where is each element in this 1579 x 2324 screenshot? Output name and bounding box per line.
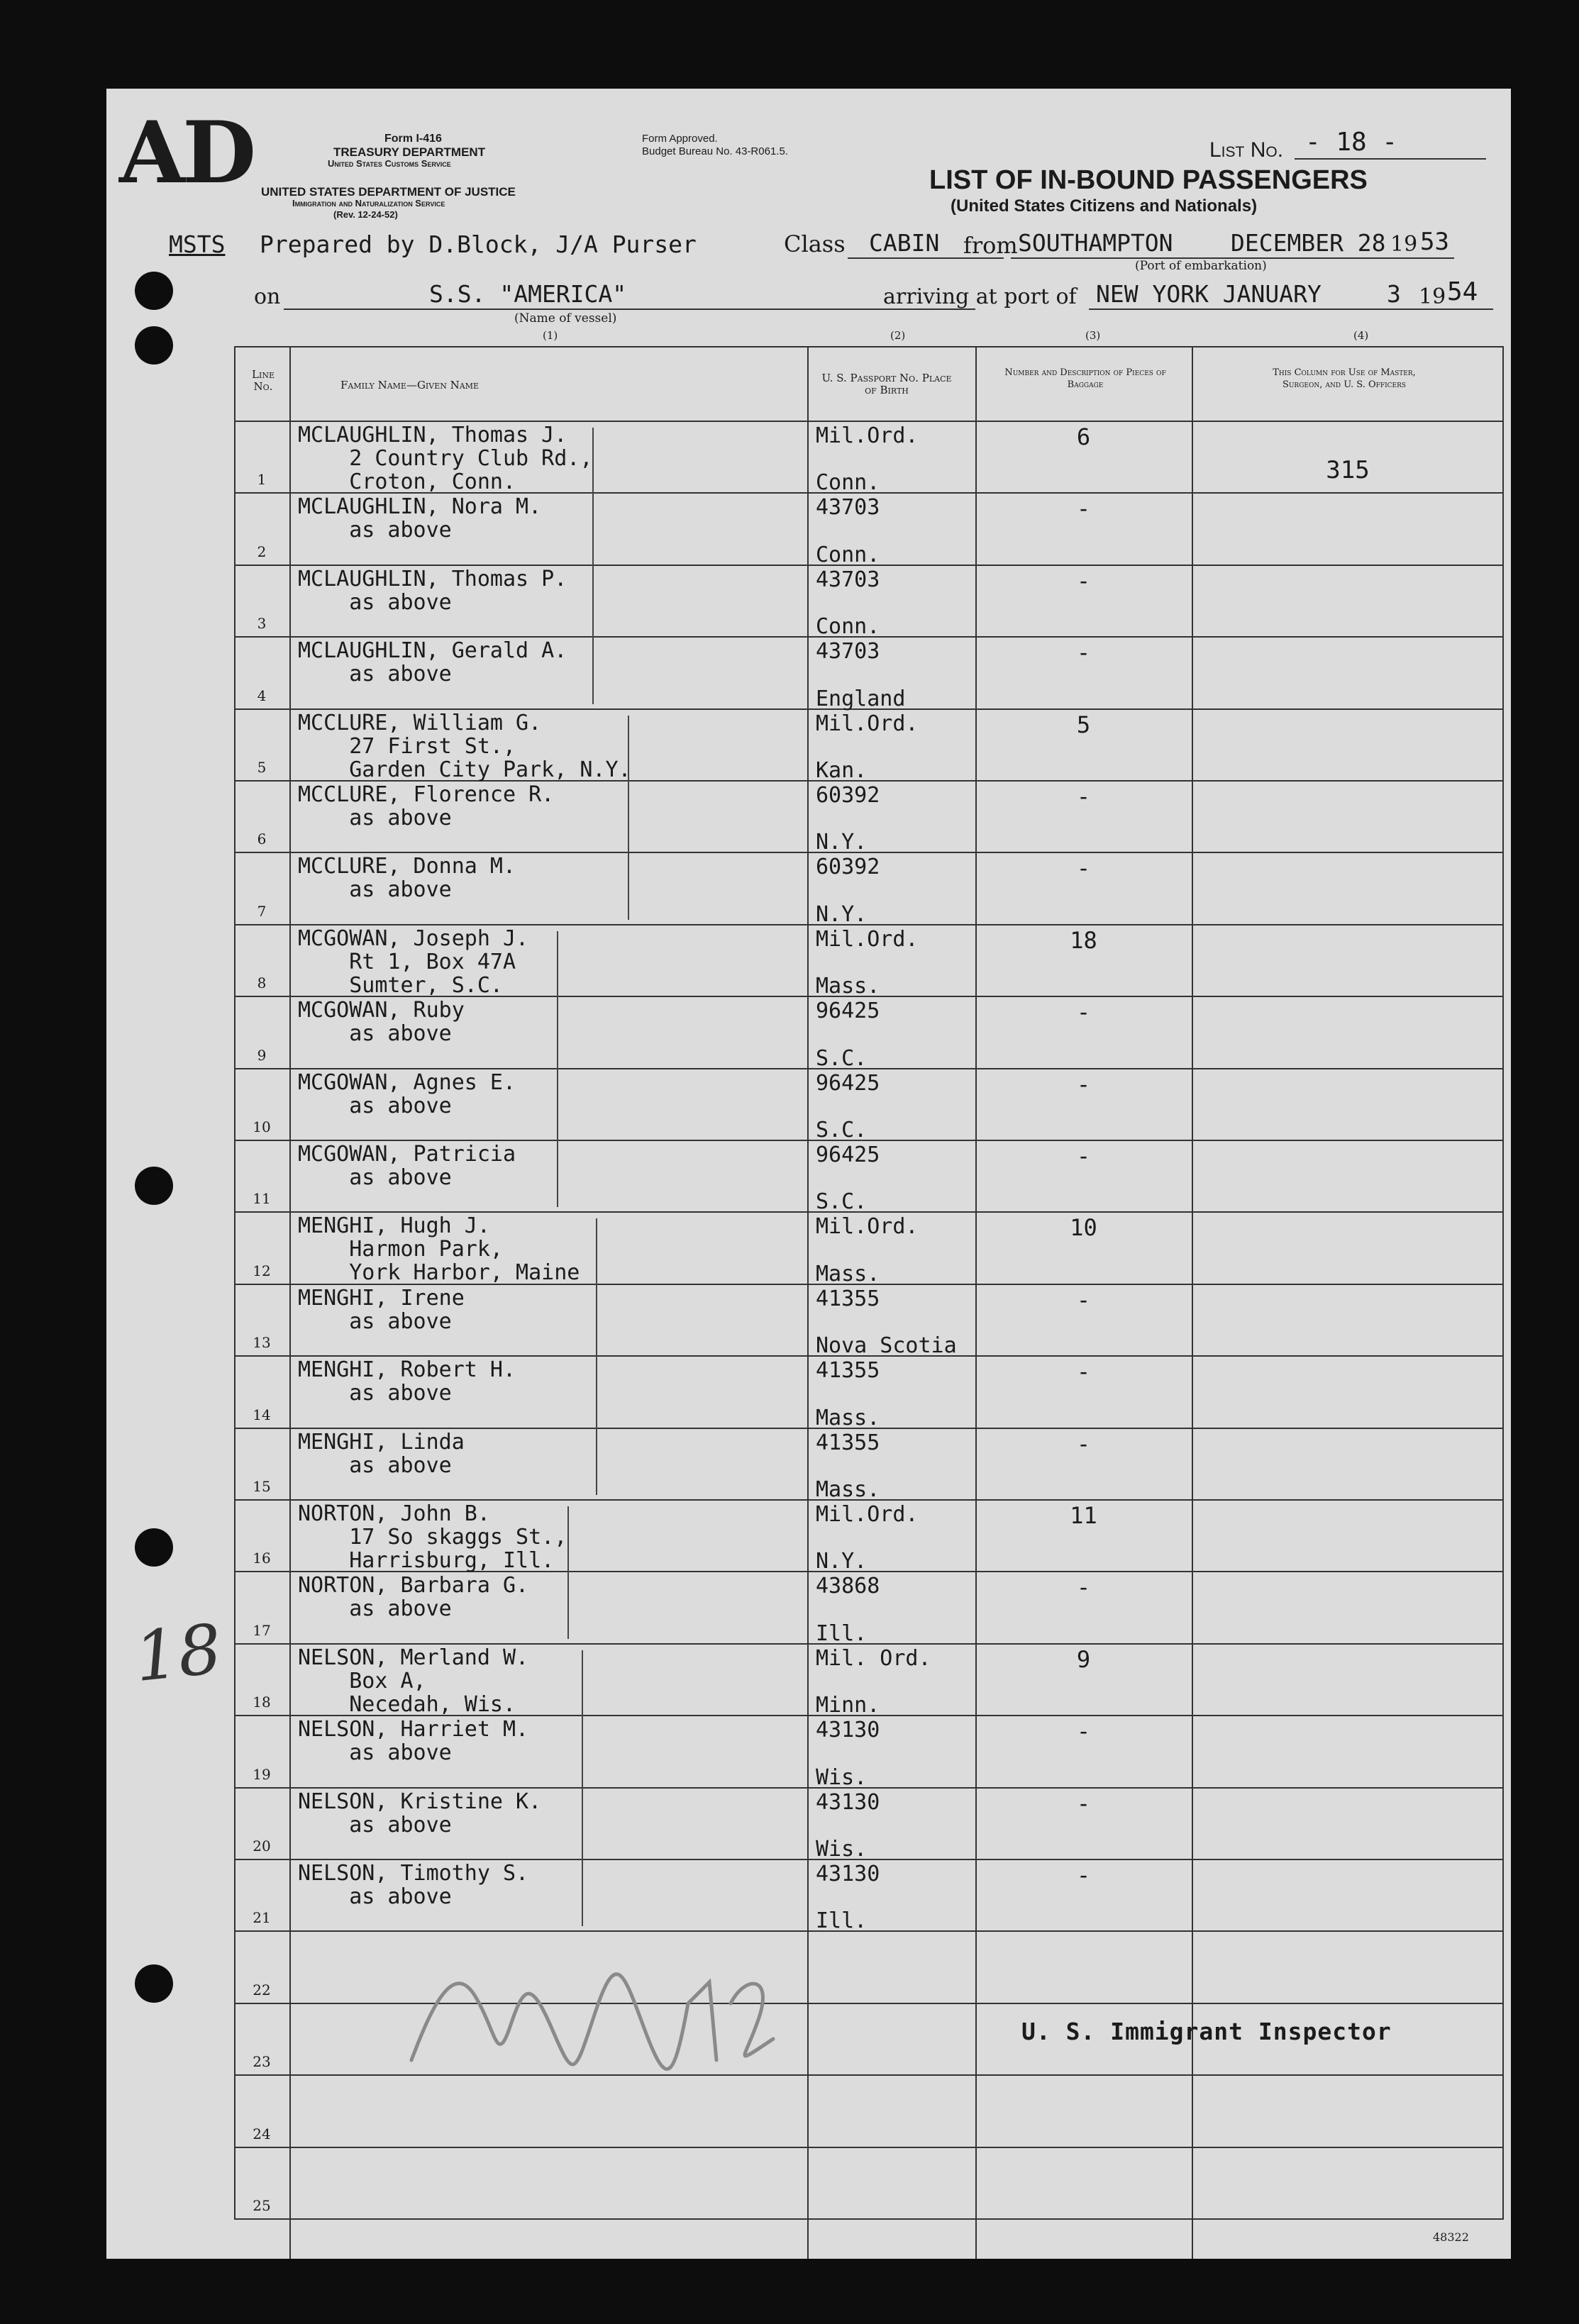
line-number: 7 [257, 902, 267, 920]
passport-number: 60392 [816, 855, 880, 880]
manifest-sheet [106, 89, 1511, 2259]
vessel-underline [284, 308, 975, 310]
passport-number: 43130 [816, 1718, 880, 1743]
passenger-name [298, 1071, 787, 1118]
address-line: as above [298, 518, 452, 543]
table-row [234, 853, 1504, 925]
msts-label: MSTS [169, 230, 226, 258]
table-row [234, 997, 1504, 1069]
family-given-name: MCCLURE, William G. [298, 710, 542, 735]
passport-number: 41355 [816, 1430, 880, 1455]
passport-number: Mil.Ord. [816, 711, 919, 736]
margin-handwritten-18: 18 [131, 1608, 226, 1698]
family-given-name: MCLAUGHLIN, Nora M. [298, 494, 542, 520]
passport-number: Mil.Ord. [816, 423, 919, 448]
baggage-count: - [1076, 1574, 1091, 1601]
family-group-bracket [567, 1506, 569, 1639]
vessel-caption: (Name of vessel) [514, 311, 617, 326]
line-number: 2 [257, 543, 267, 560]
line-number: 19 [253, 1765, 271, 1783]
address-line: Croton, Conn. [298, 469, 516, 494]
line-number: 11 [253, 1190, 271, 1208]
place-of-birth: Wis. [816, 1764, 868, 1790]
table-row [234, 782, 1504, 853]
line-number: 1 [257, 471, 267, 489]
place-of-birth: Nova Scotia [816, 1333, 957, 1359]
place-of-birth: Minn. [816, 1693, 880, 1718]
passport-number: 96425 [816, 999, 880, 1024]
arriving-label: arriving at port of [883, 284, 1077, 309]
passenger-name [298, 1646, 787, 1716]
table-row [234, 1213, 1504, 1284]
manifest-title: LIST OF IN-BOUND PASSENGERS [929, 165, 1368, 195]
line-number: 16 [253, 1550, 271, 1567]
line-number: 18 [253, 1694, 271, 1711]
address-line: Rt 1, Box 47A [298, 949, 516, 974]
treasury-label: TREASURY DEPARTMENT [333, 145, 486, 159]
from-label: from [963, 232, 1018, 259]
table-row [234, 494, 1504, 565]
family-given-name: NELSON, Merland W. [298, 1645, 529, 1670]
family-group-bracket [596, 1218, 597, 1495]
customs-label: United States Customs Service [328, 158, 451, 169]
place-of-birth: N.Y. [816, 830, 868, 855]
passport-number: Mil. Ord. [816, 1645, 931, 1671]
passenger-name [298, 1718, 787, 1764]
family-given-name: MCCLURE, Florence R. [298, 782, 555, 807]
address-line: Necedah, Wis. [298, 1691, 516, 1717]
justice-label: UNITED STATES DEPARTMENT OF JUSTICE [261, 185, 516, 199]
place-of-birth: Mass. [816, 974, 880, 999]
family-given-name: MCGOWAN, Patricia [298, 1142, 516, 1167]
address-line: as above [298, 1452, 452, 1478]
place-of-birth: S.C. [816, 1045, 868, 1071]
baggage-count: - [1076, 783, 1091, 810]
table-row [234, 1141, 1504, 1213]
punch-hole [135, 1964, 173, 2003]
col-header-name: Family Name—Given Name [340, 379, 480, 391]
baggage-count: - [1076, 855, 1091, 882]
prepared-by: Prepared by D.Block, J/A Purser [260, 230, 697, 258]
arrival-day: 3 [1387, 280, 1401, 308]
table-row [234, 566, 1504, 638]
form-approved: Form Approved. [642, 133, 718, 145]
manifest-subtitle: (United States Citizens and Nationals) [951, 196, 1258, 216]
passenger-name [298, 1214, 787, 1284]
passport-number: 43703 [816, 639, 880, 665]
port-embarkation-caption: (Port of embarkation) [1135, 259, 1267, 273]
baggage-count: - [1076, 639, 1091, 667]
passport-number: 43130 [816, 1862, 880, 1886]
passenger-name [298, 1574, 787, 1620]
family-given-name: MENGHI, Irene [298, 1285, 465, 1311]
arrival-year: 54 [1447, 277, 1478, 306]
family-given-name: MENGHI, Linda [298, 1429, 465, 1455]
baggage-count: 9 [1076, 1645, 1091, 1673]
line-number: 6 [257, 830, 267, 848]
passport-number: 41355 [816, 1358, 880, 1384]
line-number: 14 [253, 1406, 271, 1423]
place-of-birth: Conn. [816, 614, 880, 640]
place-of-birth: Ill. [816, 1620, 868, 1646]
family-group-bracket [628, 716, 629, 920]
address-line: as above [298, 1308, 452, 1334]
passenger-name [298, 711, 787, 782]
col-number-1: (1) [543, 329, 558, 342]
punch-hole [135, 326, 173, 365]
passenger-name [298, 639, 787, 686]
address-line: Harmon Park, [298, 1237, 503, 1262]
baggage-count: - [1076, 1718, 1091, 1745]
passenger-name [298, 495, 787, 542]
table-row [234, 1357, 1504, 1428]
baggage-count: - [1076, 495, 1091, 523]
line-number: 9 [257, 1046, 267, 1064]
ad-stamp: AD [119, 103, 254, 203]
family-given-name: MENGHI, Hugh J. [298, 1213, 490, 1239]
family-group-bracket [582, 1650, 583, 1927]
place-of-birth: Ill. [816, 1908, 868, 1934]
table-row [234, 2148, 1504, 2220]
passenger-name [298, 567, 787, 614]
address-line: as above [298, 1381, 452, 1406]
family-given-name: MCCLURE, Donna M. [298, 854, 516, 879]
baggage-count: - [1076, 1430, 1091, 1457]
place-of-birth: Kan. [816, 757, 868, 783]
address-line: as above [298, 806, 452, 830]
passenger-name [298, 999, 787, 1045]
baggage-count: - [1076, 1286, 1091, 1313]
address-line: as above [298, 662, 452, 687]
family-given-name: MCGOWAN, Joseph J. [298, 925, 529, 951]
ins-label: Immigration and Naturalization Service [292, 198, 445, 209]
line-number: 17 [253, 1621, 271, 1639]
place-of-birth: N.Y. [816, 901, 868, 927]
baggage-count: - [1076, 1789, 1091, 1817]
passenger-name [298, 783, 787, 830]
address-line: as above [298, 589, 452, 615]
inspector-stamp: U. S. Immigrant Inspector [1021, 2018, 1392, 2045]
line-number: 15 [253, 1477, 271, 1495]
family-given-name: NELSON, Timothy S. [298, 1861, 529, 1886]
baggage-count: 6 [1076, 423, 1091, 450]
baggage-count: 10 [1070, 1214, 1097, 1242]
address-line: Sumter, S.C. [298, 972, 503, 998]
class-value: CABIN [869, 229, 940, 257]
list-underline [1295, 158, 1486, 160]
address-line: Garden City Park, N.Y. [298, 757, 631, 782]
form-footer-code: 48322 [1433, 2230, 1469, 2244]
embarkation-date: DECEMBER 28 [1231, 229, 1386, 257]
class-label: Class [784, 230, 846, 257]
baggage-count: - [1076, 1358, 1091, 1386]
place-of-birth: Conn. [816, 542, 880, 567]
address-line: 17 So skaggs St., [298, 1525, 567, 1550]
line-number: 21 [253, 1909, 271, 1927]
address-line: as above [298, 877, 452, 903]
passport-number: 41355 [816, 1286, 880, 1311]
baggage-count: - [1076, 1142, 1091, 1169]
passenger-name [298, 1286, 787, 1333]
line-number: 13 [253, 1334, 271, 1352]
baggage-count: 11 [1070, 1502, 1097, 1529]
place-of-birth: S.C. [816, 1117, 868, 1142]
family-given-name: NELSON, Kristine K. [298, 1789, 542, 1814]
table-row [234, 1789, 1504, 1860]
passport-number: 43703 [816, 567, 880, 592]
line-number: 5 [257, 758, 267, 776]
family-given-name: MCGOWAN, Agnes E. [298, 1069, 516, 1095]
col-header-passport: U. S. Passport No. Place of Birth [821, 372, 952, 396]
line-number: 10 [253, 1118, 271, 1135]
line-number: 20 [253, 1837, 271, 1855]
budget-bureau: Budget Bureau No. 43-R061.5. [642, 145, 788, 157]
punch-hole [135, 1528, 173, 1567]
passenger-name [298, 1790, 787, 1837]
passport-number: Mil.Ord. [816, 1502, 919, 1527]
year-prefix-from: 19 [1390, 232, 1418, 257]
table-row [234, 422, 1504, 494]
line-number: 8 [257, 974, 267, 992]
embarkation-year: 53 [1420, 228, 1449, 256]
passenger-name [298, 423, 787, 494]
on-label: on [254, 284, 281, 309]
col-header-use: This Column for Use of Master, Surgeon, and U. S. Officers [1273, 367, 1416, 390]
place-of-birth: S.C. [816, 1189, 868, 1215]
punch-hole [135, 1167, 173, 1205]
address-line: as above [298, 1165, 452, 1190]
place-of-birth: Conn. [816, 470, 880, 496]
family-group-bracket [592, 428, 594, 704]
col-header-line-no: Line No. [252, 368, 275, 393]
address-line: York Harbor, Maine [298, 1260, 580, 1286]
family-given-name: MCLAUGHLIN, Gerald A. [298, 638, 567, 664]
passport-number: 43868 [816, 1574, 880, 1599]
line-number: 3 [257, 615, 267, 633]
passenger-name [298, 927, 787, 997]
passport-number: 96425 [816, 1070, 880, 1096]
punch-hole [135, 272, 173, 310]
inspector-signature [390, 1918, 887, 2103]
baggage-count: 5 [1076, 711, 1091, 738]
family-given-name: MCLAUGHLIN, Thomas P. [298, 566, 567, 591]
passport-number: 60392 [816, 783, 880, 808]
address-line: as above [298, 1093, 452, 1118]
family-given-name: NORTON, Barbara G. [298, 1573, 529, 1599]
passport-number: 96425 [816, 1142, 880, 1167]
place-of-birth: Mass. [816, 1405, 880, 1430]
officer-notes: 315 [1326, 456, 1370, 484]
col-number-3: (3) [1085, 329, 1101, 342]
passenger-name [298, 1358, 787, 1405]
vessel-name: S.S. "AMERICA" [429, 280, 627, 308]
passenger-name [298, 855, 787, 901]
address-line: 2 Country Club Rd., [298, 446, 593, 471]
place-of-birth: N.Y. [816, 1549, 868, 1574]
family-given-name: MCGOWAN, Ruby [298, 998, 465, 1023]
place-of-birth: Mass. [816, 1477, 880, 1502]
address-line: as above [298, 1812, 452, 1837]
passport-number: Mil.Ord. [816, 1214, 919, 1240]
arrival-underline [1089, 308, 1493, 310]
list-label: List No. [1209, 138, 1284, 162]
address-line: as above [298, 1740, 452, 1766]
family-given-name: NELSON, Harriet M. [298, 1717, 529, 1742]
table-row [234, 710, 1504, 782]
col-header-baggage: Number and Description of Pieces of Baggage [1004, 367, 1166, 390]
table-row [234, 1069, 1504, 1141]
address-line: as above [298, 1021, 452, 1047]
passport-number: Mil.Ord. [816, 926, 919, 952]
col-number-4: (4) [1353, 329, 1369, 342]
embarkation-port: SOUTHAMPTON [1018, 229, 1173, 257]
baggage-count: - [1076, 1862, 1091, 1889]
place-of-birth: Wis. [816, 1836, 868, 1862]
baggage-count: 18 [1070, 926, 1097, 954]
table-row [234, 925, 1504, 997]
revision-label: (Rev. 12-24-52) [333, 209, 398, 220]
address-line: 27 First St., [298, 733, 516, 759]
address-line: as above [298, 1884, 452, 1909]
line-number: 22 [253, 1981, 271, 1998]
arrival-port-date: NEW YORK JANUARY [1096, 280, 1322, 308]
address-line: Harrisburg, Ill. [298, 1548, 555, 1573]
family-given-name: MENGHI, Robert H. [298, 1357, 516, 1383]
family-given-name: MCLAUGHLIN, Thomas J. [298, 423, 567, 447]
family-group-bracket [557, 931, 558, 1208]
table-row [234, 1716, 1504, 1788]
passport-number: 43130 [816, 1789, 880, 1815]
table-row [234, 638, 1504, 709]
address-line: Box A, [298, 1668, 426, 1694]
table-row [234, 1285, 1504, 1357]
baggage-count: - [1076, 1070, 1091, 1098]
passport-number: 43703 [816, 495, 880, 521]
place-of-birth: England [816, 686, 906, 711]
passenger-name [298, 1862, 787, 1908]
passenger-name [298, 1142, 787, 1189]
line-number: 23 [253, 2053, 271, 2071]
line-number: 24 [253, 2125, 271, 2142]
line-number: 4 [257, 686, 267, 704]
passenger-name [298, 1430, 787, 1477]
table-row [234, 1645, 1504, 1716]
baggage-count: - [1076, 567, 1091, 594]
year-prefix-arrival: 19 [1419, 284, 1446, 309]
family-given-name: NORTON, John B. [298, 1501, 490, 1526]
place-of-birth: Mass. [816, 1261, 880, 1286]
baggage-count: - [1076, 999, 1091, 1026]
line-number: 25 [253, 2196, 271, 2214]
list-number: - 18 - [1305, 128, 1398, 157]
table-row [234, 1429, 1504, 1501]
table-row [234, 1572, 1504, 1644]
table-row [234, 1501, 1504, 1572]
line-number: 12 [253, 1262, 271, 1279]
col-number-2: (2) [890, 329, 906, 342]
form-number: Form I-416 [384, 133, 442, 145]
address-line: as above [298, 1596, 452, 1622]
passenger-name [298, 1502, 787, 1572]
